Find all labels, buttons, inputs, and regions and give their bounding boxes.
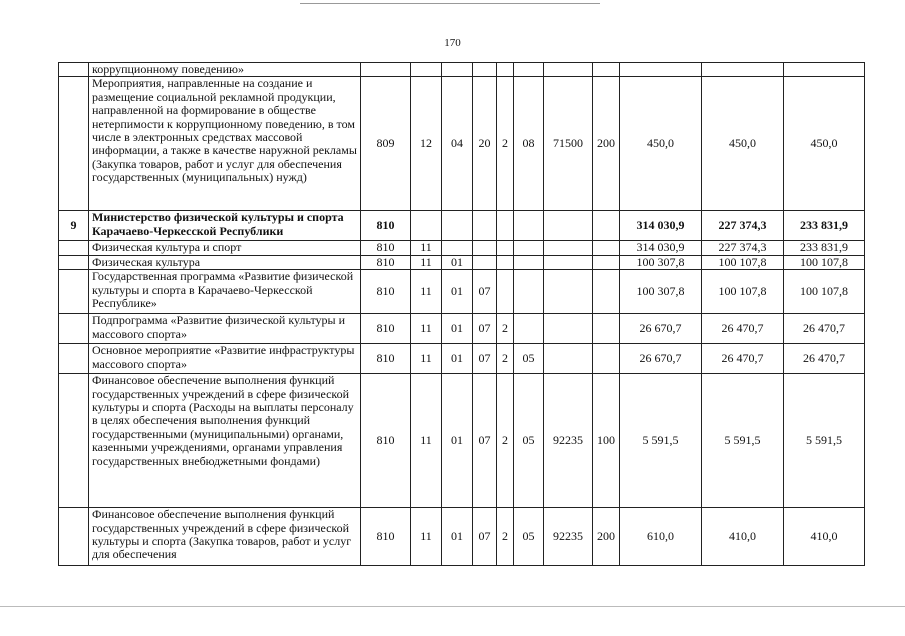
grbs-code-cell: 810 [361,374,411,508]
section-code-cell: 11 [411,314,442,344]
grbs-code-cell: 810 [361,344,411,374]
row-name-cell: Министерство физической культуры и спорта Карачаево-Черкесской Республики [89,211,361,241]
amount-year2-cell: 26 470,7 [702,314,784,344]
row-name-cell: коррупционному поведению» [89,63,361,77]
amount-year3-cell: 26 470,7 [784,344,865,374]
row-name-cell: Подпрограмма «Развитие физической культуры и массового спорта» [89,314,361,344]
direction-code-cell [544,314,593,344]
row-number-cell [59,255,89,269]
row-number-cell [59,508,89,566]
expense-type-cell [593,241,620,255]
grbs-code-cell: 810 [361,255,411,269]
table-row [59,255,865,269]
table-body [59,63,865,566]
subprogram-code-cell: 2 [497,344,514,374]
event-code-cell [514,63,544,77]
event-code-cell: 05 [514,374,544,508]
amount-year2-cell [702,63,784,77]
amount-year3-cell: 100 107,8 [784,270,865,314]
table-row [59,63,865,77]
section-code-cell: 11 [411,374,442,508]
amount-year3-cell [784,63,865,77]
row-number-cell [59,344,89,374]
program-code-cell [473,63,497,77]
grbs-code-cell [361,63,411,77]
subsection-code-cell: 01 [442,344,473,374]
table-row [59,211,865,241]
subsection-code-cell: 04 [442,77,473,211]
subprogram-code-cell: 2 [497,508,514,566]
row-name-cell: Государственная программа «Развитие физической культуры и спорта в Карачаево-Черкесской Республике» [89,270,361,314]
grbs-code-cell: 810 [361,211,411,241]
program-code-cell: 07 [473,314,497,344]
expense-type-cell [593,255,620,269]
subprogram-code-cell: 2 [497,374,514,508]
amount-year3-cell: 26 470,7 [784,314,865,344]
subsection-code-cell: 01 [442,508,473,566]
amount-year2-cell: 5 591,5 [702,374,784,508]
subprogram-code-cell [497,241,514,255]
amount-year3-cell: 100 107,8 [784,255,865,269]
direction-code-cell: 92235 [544,508,593,566]
section-code-cell: 11 [411,270,442,314]
row-number-cell [59,314,89,344]
direction-code-cell: 71500 [544,77,593,211]
subprogram-code-cell: 2 [497,314,514,344]
amount-year1-cell: 450,0 [620,77,702,211]
section-code-cell: 11 [411,344,442,374]
row-number-cell [59,77,89,211]
row-name-cell: Финансовое обеспечение выполнения функций государственных учреждений в сфере физической культуры и спорта (Закупка товаров, работ и услуг для обеспечения [89,508,361,566]
row-name-cell: Финансовое обеспечение выполнения функций государственных учреждений в сфере физической культуры и спорта (Расходы на выплаты персоналу в целях обеспечения выполнения функций государственными (муниципальными) органами, казенными учреждениями, органами управления государственных внебюджетными фондами) [89,374,361,508]
row-name-cell: Физическая культура [89,255,361,269]
amount-year1-cell: 26 670,7 [620,314,702,344]
amount-year1-cell: 610,0 [620,508,702,566]
amount-year3-cell: 233 831,9 [784,211,865,241]
subprogram-code-cell: 2 [497,77,514,211]
direction-code-cell [544,211,593,241]
expense-type-cell [593,63,620,77]
table-row [59,508,865,566]
grbs-code-cell: 810 [361,270,411,314]
expense-type-cell: 200 [593,77,620,211]
subsection-code-cell [442,211,473,241]
program-code-cell: 07 [473,508,497,566]
section-code-cell [411,63,442,77]
program-code-cell [473,241,497,255]
table-row [59,77,865,211]
amount-year2-cell: 227 374,3 [702,211,784,241]
direction-code-cell: 92235 [544,374,593,508]
amount-year1-cell: 100 307,8 [620,270,702,314]
grbs-code-cell: 810 [361,241,411,255]
event-code-cell: 08 [514,77,544,211]
row-name-cell: Физическая культура и спорт [89,241,361,255]
subprogram-code-cell [497,270,514,314]
row-number-cell [59,63,89,77]
amount-year2-cell: 227 374,3 [702,241,784,255]
program-code-cell [473,211,497,241]
subprogram-code-cell [497,255,514,269]
amount-year1-cell: 26 670,7 [620,344,702,374]
row-number-cell [59,270,89,314]
table-row [59,344,865,374]
row-name-cell: Основное мероприятие «Развитие инфраструктуры массового спорта» [89,344,361,374]
budget-table [58,62,865,566]
amount-year3-cell: 5 591,5 [784,374,865,508]
expense-type-cell [593,211,620,241]
amount-year2-cell: 450,0 [702,77,784,211]
expense-type-cell [593,270,620,314]
amount-year1-cell [620,63,702,77]
subprogram-code-cell [497,211,514,241]
section-code-cell [411,211,442,241]
scan-top-line [300,3,600,4]
table-row [59,374,865,508]
subsection-code-cell: 01 [442,270,473,314]
subsection-code-cell [442,241,473,255]
program-code-cell [473,255,497,269]
program-code-cell: 20 [473,77,497,211]
direction-code-cell [544,63,593,77]
expense-type-cell: 200 [593,508,620,566]
table-row [59,314,865,344]
direction-code-cell [544,241,593,255]
event-code-cell [514,255,544,269]
row-name-cell: Мероприятия, направленные на создание и размещение социальной рекламной продукции, направленной на формирование в обществе нетерпимости к коррупционному поведению, в том числе в электронных средствах массовой информации, а также в качестве наружной рекламы (Закупка товаров, работ и услуг для обеспечения государственных (муниципальных) нужд) [89,77,361,211]
table-row [59,241,865,255]
direction-code-cell [544,255,593,269]
row-number-cell: 9 [59,211,89,241]
amount-year3-cell: 410,0 [784,508,865,566]
amount-year2-cell: 410,0 [702,508,784,566]
expense-type-cell: 100 [593,374,620,508]
amount-year1-cell: 314 030,9 [620,241,702,255]
event-code-cell [514,241,544,255]
program-code-cell: 07 [473,374,497,508]
amount-year2-cell: 100 107,8 [702,270,784,314]
event-code-cell: 05 [514,508,544,566]
amount-year1-cell: 5 591,5 [620,374,702,508]
event-code-cell [514,211,544,241]
amount-year2-cell: 100 107,8 [702,255,784,269]
amount-year1-cell: 100 307,8 [620,255,702,269]
subsection-code-cell: 01 [442,255,473,269]
expense-type-cell [593,344,620,374]
subsection-code-cell: 01 [442,374,473,508]
grbs-code-cell: 810 [361,314,411,344]
program-code-cell: 07 [473,344,497,374]
row-number-cell [59,241,89,255]
grbs-code-cell: 810 [361,508,411,566]
event-code-cell [514,270,544,314]
scan-bottom-line [0,606,905,607]
direction-code-cell [544,344,593,374]
event-code-cell [514,314,544,344]
amount-year3-cell: 233 831,9 [784,241,865,255]
grbs-code-cell: 809 [361,77,411,211]
section-code-cell: 11 [411,508,442,566]
section-code-cell: 11 [411,241,442,255]
direction-code-cell [544,270,593,314]
subsection-code-cell [442,63,473,77]
expense-type-cell [593,314,620,344]
subsection-code-cell: 01 [442,314,473,344]
page-number: 170 [444,37,461,49]
amount-year1-cell: 314 030,9 [620,211,702,241]
amount-year3-cell: 450,0 [784,77,865,211]
event-code-cell: 05 [514,344,544,374]
section-code-cell: 12 [411,77,442,211]
row-number-cell [59,374,89,508]
amount-year2-cell: 26 470,7 [702,344,784,374]
subprogram-code-cell [497,63,514,77]
program-code-cell: 07 [473,270,497,314]
section-code-cell: 11 [411,255,442,269]
table-row [59,270,865,314]
